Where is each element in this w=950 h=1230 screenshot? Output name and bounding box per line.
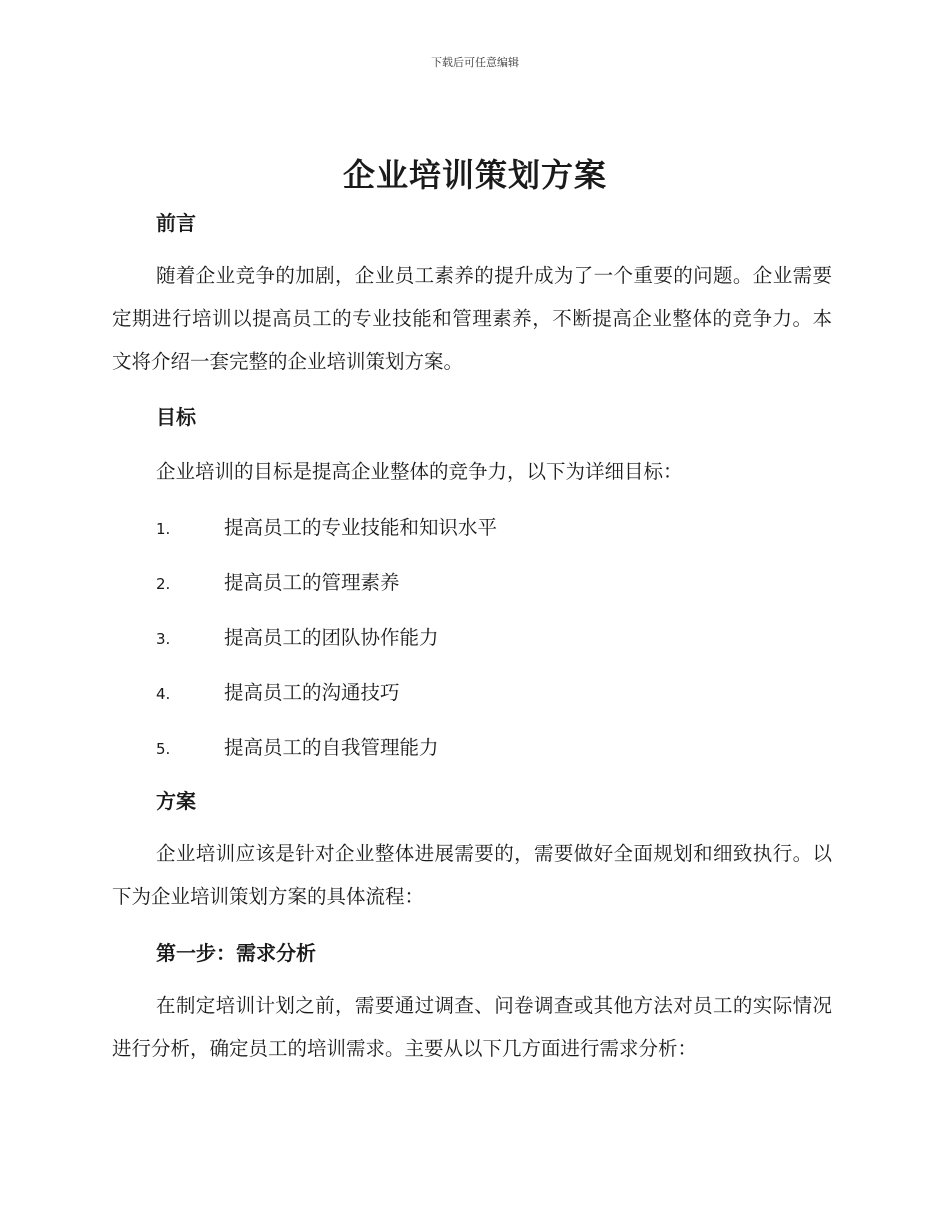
heading-preface: 前言 [156,211,196,235]
paragraph-goals: 企业培训的目标是提高企业整体的竞争力，以下为详细目标： [156,460,683,483]
list-number: 5. [156,740,171,758]
list-text: 提高员工的团队协作能力 [224,626,439,649]
list-number: 4. [156,685,171,703]
list-item [156,732,439,760]
list-text: 提高员工的管理素养 [224,571,400,594]
list-text: 提高员工的沟通技巧 [224,681,400,704]
list-item [156,567,400,595]
paragraph-plan: 企业培训应该是针对企业整体进展需要的，需要做好全面规划和细致执行。以下为企业培训策划方案的具体流程： [112,842,832,908]
list-number: 2. [156,575,171,593]
heading-plan: 方案 [156,789,196,813]
list-item [156,677,400,705]
document-title: 企业培训策划方案 [342,156,607,194]
list-number: 1. [156,520,171,538]
paragraph-preface: 随着企业竞争的加剧，企业员工素养的提升成为了一个重要的问题。企业需要定期进行培训以提高员工的专业技能和管理素养，不断提高企业整体的竞争力。本文将介绍一套完整的企业培训策划方案。 [112,264,832,373]
heading-goals: 目标 [156,405,196,429]
paragraph-step1: 在制定培训计划之前，需要通过调查、问卷调查或其他方法对员工的实际情况进行分析，确定员工的培训需求。主要从以下几方面进行需求分析： [112,994,832,1060]
page-header-note: 下载后可任意编辑 [431,56,519,69]
list-text: 提高员工的专业技能和知识水平 [224,516,498,539]
list-item [156,622,439,650]
list-number: 3. [156,630,171,648]
heading-step1: 第一步：需求分析 [156,941,316,965]
list-item [156,512,497,540]
list-text: 提高员工的自我管理能力 [224,736,439,759]
